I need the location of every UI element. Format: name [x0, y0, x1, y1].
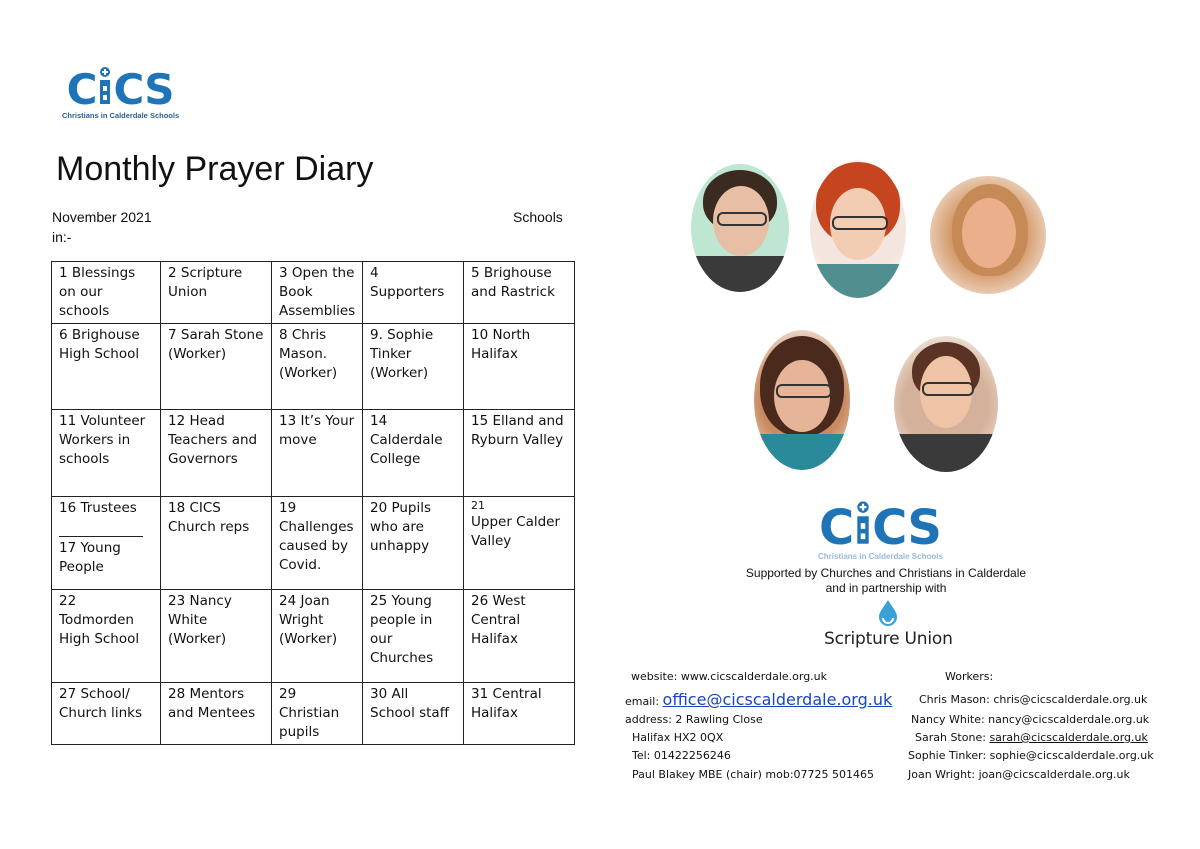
table-cell: 3 Open the Book Assemblies: [272, 262, 363, 324]
trustees-line: 16 Trustees: [59, 500, 137, 516]
supported-text: [720, 566, 1052, 596]
tel-text: Tel: 01422256246: [632, 749, 731, 762]
email-line: [625, 690, 892, 709]
in-label: in:-: [52, 229, 72, 245]
worker-photo: [810, 160, 906, 298]
worker-photo: [930, 176, 1046, 294]
scripture-union-logo: [824, 598, 953, 649]
table-cell: 8 Chris Mason. (Worker): [272, 324, 363, 410]
logo-wordmark: [66, 65, 175, 114]
table-row: [52, 497, 575, 590]
logo-tagline: Christians in Calderdale Schools: [818, 552, 943, 561]
worker-item: Joan Wright: joan@cicscalderdale.org.uk: [908, 768, 1130, 781]
table-cell: 15 Elland and Ryburn Valley: [464, 410, 575, 497]
logo-i-church-icon: [855, 500, 871, 544]
table-cell: 25 Young people in our Churches: [363, 590, 464, 683]
table-cell: 24 Joan Wright (Worker): [272, 590, 363, 683]
logo-letter-c2: C: [113, 65, 145, 114]
table-cell: 2 Scripture Union: [161, 262, 272, 324]
logo-letter-s: S: [907, 500, 942, 556]
table-cell: 14 Calderdale College: [363, 410, 464, 497]
table-row: [52, 410, 575, 497]
worker-name: Sarah Stone:: [915, 731, 986, 744]
worker-item: Sophie Tinker: sophie@cicscalderdale.org.uk: [908, 749, 1154, 762]
city-text: Halifax HX2 0QX: [632, 731, 724, 744]
worker-item: Chris Mason: chris@cicscalderdale.org.uk: [919, 693, 1148, 706]
table-cell: 22 Todmorden High School: [52, 590, 161, 683]
table-cell: 19 Challenges caused by Covid.: [272, 497, 363, 590]
worker-photo: [894, 336, 998, 472]
table-row: [52, 262, 575, 324]
logo-tagline: Christians in Calderdale Schools: [62, 111, 180, 120]
table-cell: 27 School/ Church links: [52, 683, 161, 745]
logo-letter-s: S: [144, 65, 175, 114]
table-cell: 10 North Halifax: [464, 324, 575, 410]
partnership-line: and in partnership with: [825, 581, 947, 595]
logo-letter-c2: C: [872, 500, 908, 556]
table-cell: 18 CICS Church reps: [161, 497, 272, 590]
table-row: [52, 683, 575, 745]
divider-line: [59, 518, 143, 537]
website-text: website: www.cicscalderdale.org.uk: [631, 670, 828, 683]
table-cell: 20 Pupils who are unhappy: [363, 497, 464, 590]
table-cell: 30 All School staff: [363, 683, 464, 745]
address-text: address: 2 Rawling Close: [625, 713, 763, 726]
logo-letter-c: C: [66, 65, 98, 114]
logo-letter-i: [855, 500, 871, 551]
logo-wordmark: [818, 500, 942, 556]
water-drop-icon: [873, 598, 903, 628]
table-cell: 6 Brighouse High School: [52, 324, 161, 410]
email-label: email:: [625, 695, 660, 708]
worker-item: Nancy White: nancy@cicscalderdale.org.uk: [911, 713, 1150, 726]
table-cell: 31 Central Halifax: [464, 683, 575, 745]
table-cell: 12 Head Teachers and Governors: [161, 410, 272, 497]
table-cell: 29 Christian pupils: [272, 683, 363, 745]
day-number: 21: [471, 499, 485, 512]
scripture-union-name: Scripture Union: [824, 629, 953, 649]
worker-photo: [691, 164, 789, 292]
table-cell: 26 West Central Halifax: [464, 590, 575, 683]
table-cell: 9. Sophie Tinker (Worker): [363, 324, 464, 410]
table-cell: 7 Sarah Stone (Worker): [161, 324, 272, 410]
email-link[interactable]: office@cicscalderdale.org.uk: [662, 690, 893, 709]
worker-email-link[interactable]: sarah@cicscalderdale.org.uk: [989, 731, 1148, 744]
table-cell: 5 Brighouse and Rastrick: [464, 262, 575, 324]
cics-logo-secondary: [818, 500, 943, 561]
cell-label: Upper Calder Valley: [471, 514, 561, 549]
logo-i-church-icon: [98, 66, 112, 104]
worker-photo: [754, 330, 850, 470]
table-cell: [464, 497, 575, 590]
table-cell: [52, 497, 161, 590]
table-cell: 13 It’s Your move: [272, 410, 363, 497]
schools-label: Schools: [513, 209, 563, 225]
young-people-label: 17 Young People: [59, 540, 121, 575]
table-cell: 23 Nancy White (Worker): [161, 590, 272, 683]
table-cell: 1 Blessings on our schools: [52, 262, 161, 324]
supported-line: Supported by Churches and Christians in Calderdale: [745, 566, 1027, 580]
prayer-diary-table: [51, 261, 575, 745]
worker-item: [915, 731, 1148, 744]
chair-text: Paul Blakey MBE (chair) mob:07725 501465: [632, 768, 875, 781]
logo-letter-c: C: [818, 500, 855, 556]
cics-logo: [62, 66, 179, 120]
workers-heading: Workers:: [945, 670, 994, 683]
month-label: November 2021: [52, 209, 152, 225]
table-cell: 28 Mentors and Mentees: [161, 683, 272, 745]
table-cell: 4 Supporters: [363, 262, 464, 324]
page-title: Monthly Prayer Diary: [56, 150, 374, 188]
table-row: [52, 324, 575, 410]
table-cell: 11 Volunteer Workers in schools: [52, 410, 161, 497]
table-row: [52, 590, 575, 683]
logo-letter-i: [98, 66, 112, 110]
